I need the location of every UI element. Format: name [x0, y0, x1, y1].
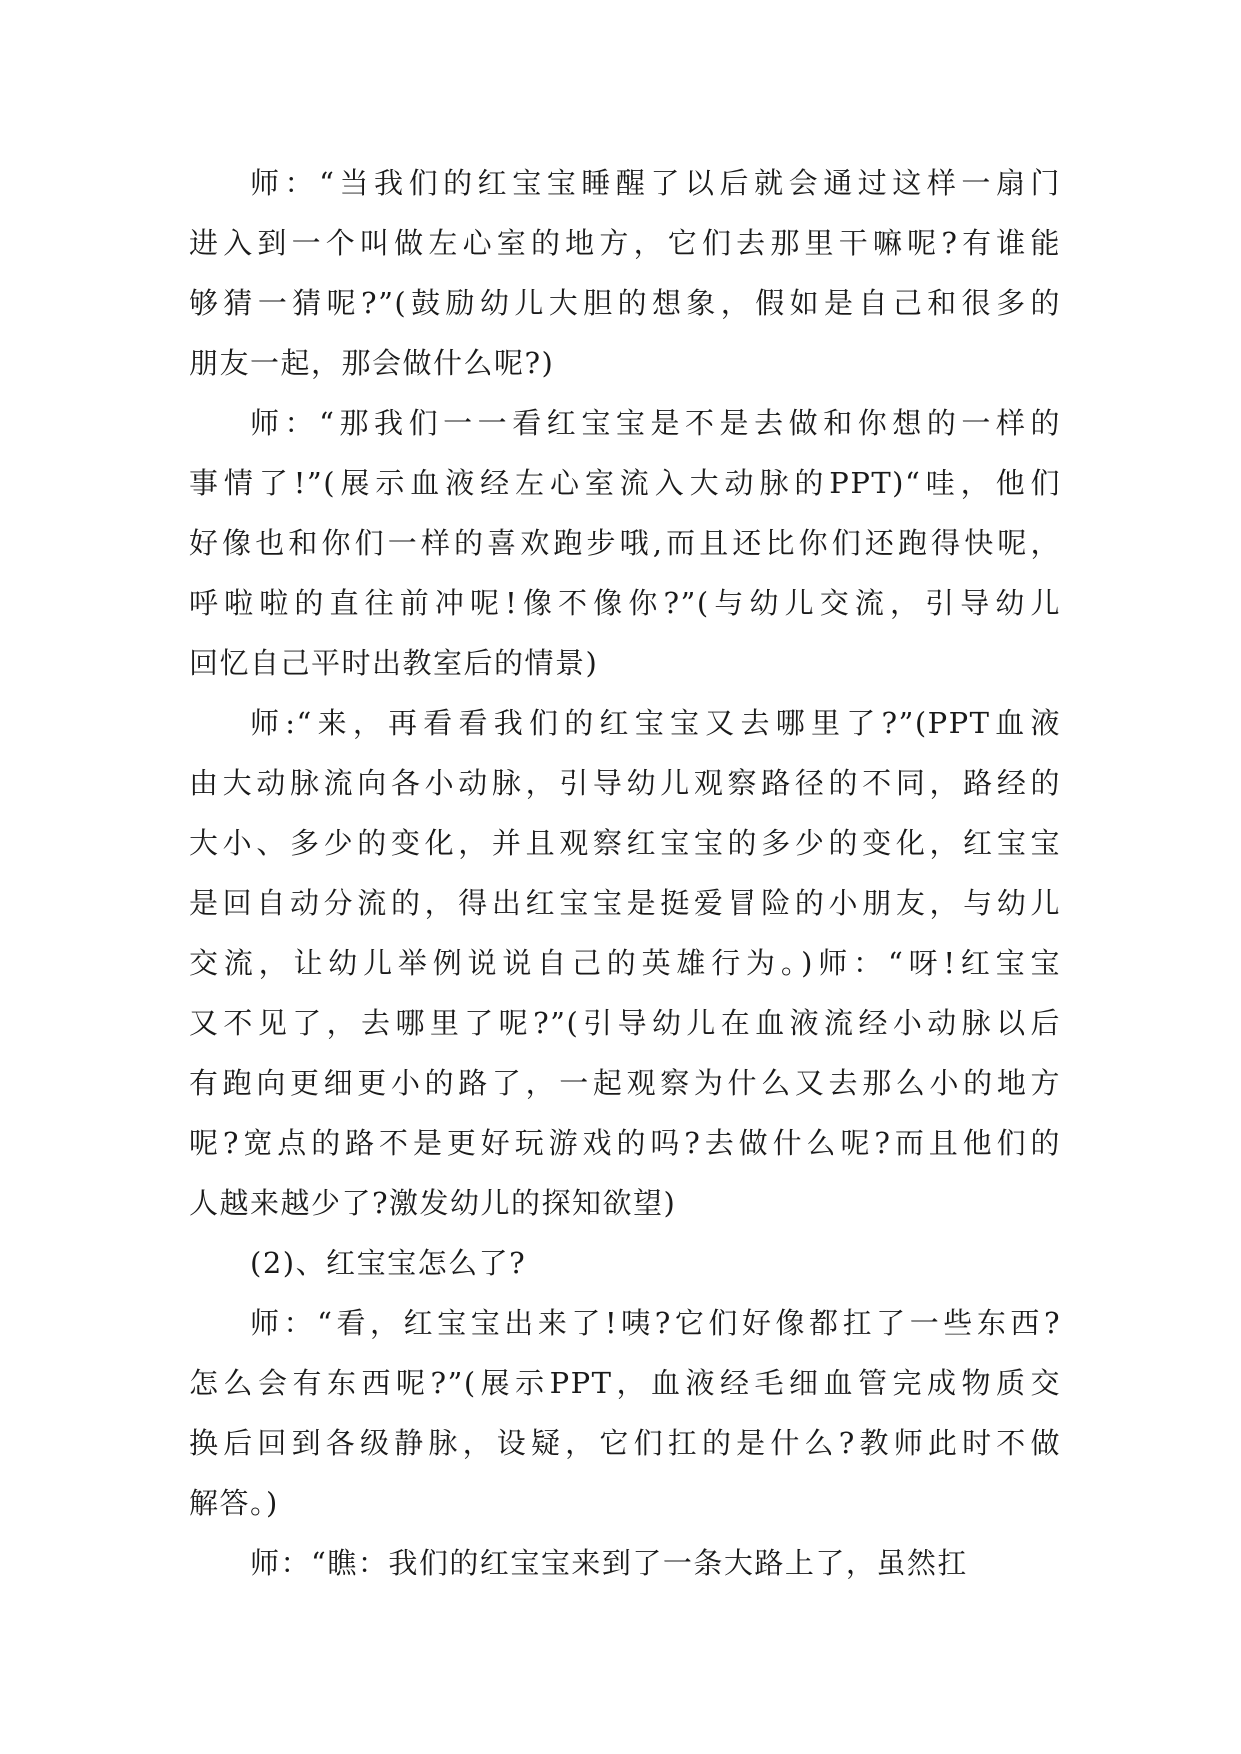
paragraph-line: 师：“瞧：我们的红宝宝来到了一条大路上了，虽然扛	[250, 1546, 968, 1580]
paragraph-line: 师：“当我们的红宝宝睡醒了以后就会通过这样一扇门	[250, 166, 1061, 200]
paragraph-line: 进入到一个叫做左心室的地方，它们去那里干嘛呢?有谁能	[189, 226, 1061, 260]
paragraph-line: 事情了!”(展示血液经左心室流入大动脉的PPT)“哇，他们	[189, 466, 1061, 500]
paragraph	[189, 1233, 1061, 1293]
paragraph-line: 师：“那我们一一看红宝宝是不是去做和你想的一样的	[250, 406, 1061, 440]
paragraph-line: (2)、红宝宝怎么了?	[250, 1246, 527, 1280]
paragraph-line: 够猜一猜呢?”(鼓励幼儿大胆的想象，假如是自己和很多的	[189, 286, 1061, 320]
paragraph	[189, 1533, 1061, 1593]
paragraph-line: 又不见了，去哪里了呢?”(引导幼儿在血液流经小动脉以后	[189, 1006, 1061, 1040]
document-body	[189, 153, 1061, 1593]
paragraph-line: 朋友一起，那会做什么呢?)	[189, 346, 555, 380]
paragraph-line: 人越来越少了?激发幼儿的探知欲望)	[189, 1186, 677, 1220]
paragraph-line: 师:“来，再看看我们的红宝宝又去哪里了?”(PPT血液	[250, 706, 1061, 740]
paragraph-line: 呢?宽点的路不是更好玩游戏的吗?去做什么呢?而且他们的	[189, 1126, 1061, 1160]
paragraph-line: 师：“看，红宝宝出来了!咦?它们好像都扛了一些东西?	[250, 1306, 1061, 1340]
paragraph	[189, 153, 1061, 393]
paragraph-line: 怎么会有东西呢?”(展示PPT，血液经毛细血管完成物质交	[189, 1366, 1061, 1400]
paragraph-line: 解答。)	[189, 1486, 279, 1520]
paragraph	[189, 693, 1061, 1233]
paragraph-line: 有跑向更细更小的路了，一起观察为什么又去那么小的地方	[189, 1066, 1061, 1100]
paragraph-line: 换后回到各级静脉，设疑，它们扛的是什么?教师此时不做	[189, 1426, 1061, 1460]
paragraph-line: 交流，让幼儿举例说说自己的英雄行为。)师：“呀!红宝宝	[189, 946, 1061, 980]
paragraph-line: 由大动脉流向各小动脉，引导幼儿观察路径的不同，路经的	[189, 766, 1061, 800]
paragraph-line: 好像也和你们一样的喜欢跑步哦,而且还比你们还跑得快呢，	[189, 526, 1061, 560]
paragraph	[189, 393, 1061, 693]
paragraph-line: 大小、多少的变化，并且观察红宝宝的多少的变化，红宝宝	[189, 826, 1061, 860]
paragraph-line: 回忆自己平时出教室后的情景)	[189, 646, 599, 680]
paragraph-line: 是回自动分流的，得出红宝宝是挺爱冒险的小朋友，与幼儿	[189, 886, 1061, 920]
paragraph-line: 呼啦啦的直往前冲呢!像不像你?”(与幼儿交流，引导幼儿	[189, 586, 1061, 620]
paragraph	[189, 1293, 1061, 1533]
